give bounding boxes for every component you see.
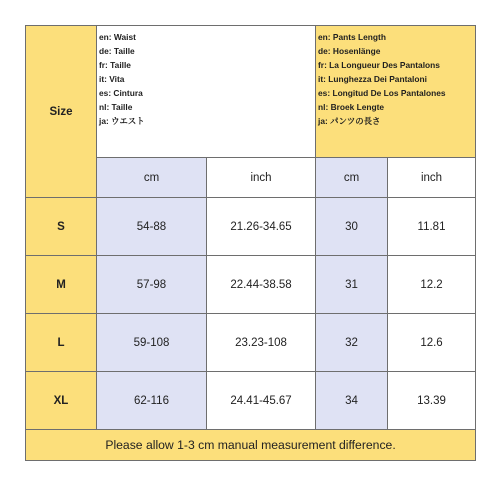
waist-cm-unit: cm — [97, 158, 207, 198]
size-label: XL — [26, 372, 97, 430]
waist-inch-value: 21.26-34.65 — [207, 198, 316, 256]
waist-label-de: de: Taille — [99, 46, 135, 56]
length-language-list — [316, 26, 475, 128]
size-label: M — [26, 256, 97, 314]
length-cm-value: 30 — [316, 198, 388, 256]
waist-cm-value: 57-98 — [97, 256, 207, 314]
waist-cm-value: 59-108 — [97, 314, 207, 372]
length-inch-value: 11.81 — [388, 198, 476, 256]
waist-label-ja: ja: ウエスト — [99, 116, 145, 126]
table-row — [26, 198, 476, 256]
table-row — [26, 372, 476, 430]
length-cm-value: 31 — [316, 256, 388, 314]
size-chart — [25, 25, 475, 462]
length-cm-value: 34 — [316, 372, 388, 430]
size-header: Size — [26, 26, 97, 198]
footer-row — [26, 430, 476, 461]
waist-cm-value: 62-116 — [97, 372, 207, 430]
measurement-note: Please allow 1-3 cm manual measurement difference. — [26, 430, 476, 461]
waist-label-nl: nl: Taille — [99, 102, 133, 112]
length-inch-value: 13.39 — [388, 372, 476, 430]
waist-inch-unit: inch — [207, 158, 316, 198]
header-row — [26, 26, 476, 158]
size-label: L — [26, 314, 97, 372]
length-label-fr: fr: La Longueur Des Pantalons — [318, 60, 440, 70]
length-inch-value: 12.2 — [388, 256, 476, 314]
table-row — [26, 314, 476, 372]
waist-language-list — [97, 26, 315, 128]
length-label-en: en: Pants Length — [318, 32, 386, 42]
length-inch-unit: inch — [388, 158, 476, 198]
waist-inch-value: 24.41-45.67 — [207, 372, 316, 430]
waist-label-en: en: Waist — [99, 32, 136, 42]
size-label: S — [26, 198, 97, 256]
length-label-nl: nl: Broek Lengte — [318, 102, 385, 112]
waist-label-it: it: Vita — [99, 74, 125, 84]
waist-label-fr: fr: Taille — [99, 60, 131, 70]
waist-label-es: es: Cintura — [99, 88, 143, 98]
waist-inch-value: 23.23-108 — [207, 314, 316, 372]
length-cm-unit: cm — [316, 158, 388, 198]
length-label-es: es: Longitud De Los Pantalones — [318, 88, 446, 98]
waist-language-cell — [97, 26, 316, 158]
length-label-it: it: Lunghezza Dei Pantaloni — [318, 74, 427, 84]
size-table — [25, 25, 476, 461]
length-inch-value: 12.6 — [388, 314, 476, 372]
length-label-ja: ja: パンツの長さ — [318, 116, 381, 126]
table-row — [26, 256, 476, 314]
length-label-de: de: Hosenlänge — [318, 46, 381, 56]
length-cm-value: 32 — [316, 314, 388, 372]
length-language-cell — [316, 26, 476, 158]
waist-cm-value: 54-88 — [97, 198, 207, 256]
waist-inch-value: 22.44-38.58 — [207, 256, 316, 314]
